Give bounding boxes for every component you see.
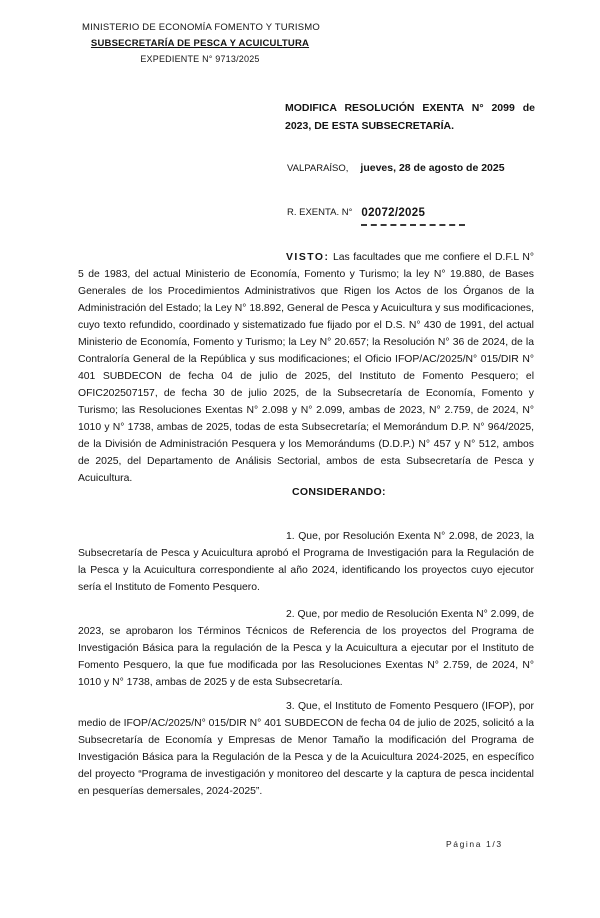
resolution-number: 02072/2025 [361,207,426,219]
resolution-number-block [361,203,465,226]
considerando-paragraph-1: 1. Que, por Resolución Exenta N° 2.098, de 2023, la Subsecretaría de Pesca y Acuicultura aprobó el Programa de Investigación para la Regulación de la Pesca y la Acuicultura correspondiente al año 2024, identificando los proyectos cuyo ejecutor sería el Instituto de Fomento Pesquero. [78,531,534,593]
visto-text: Las facultades que me confiere el D.F.L N° 5 de 1983, del actual Ministerio de Economía, Fomento y Turismo; la ley N° 19.880, de Bases Generales de los Procedimientos Administrativos que Rigen los Actos de los Órganos de la Administración del Estado; la Ley N° 18.892, General de Pesca y Acuicultura y sus modificaciones, cuyo texto refundido, coordinado y sistematizado fue fijado por el D.S. N° 430 de 1991, del actual Ministerio de Economía, Fomento y Turismo; la Ley N° 20.657; la Resolución N° 36 de 2024, de la Contraloría General de la República y sus modificaciones; el Oficio IFOP/AC/2025/N° 015/DIR N° 401 SUBDECON de fecha 04 de julio de 2025, del Instituto de Fomento Pesquero; el OFIC202507157, de fecha 30 de julio 2025, de la Subsecretaría de Economía, Fomento y Turismo; las Resoluciones Exentas N° 2.098 y N° 2.099, ambas de 2023, N° 2.759, de 2024, N° 1010 y N° 1738, ambas de 2025, todas de esta Subsecretaría; el Memorándum D.P. N° 964/2025, de la División de Administración Pesquera y los Memorándums (D.D.P.) N° 457 y N° 512, ambos de 2025, del Departamento de Análisis Sectorial, ambos de esta Subsecretaría de Pesca y Acuicultura. [78,252,534,484]
resolution-label: R. EXENTA. N° [287,207,353,218]
resolution-number-row [287,203,465,226]
place-date-row [287,162,505,174]
visto-paragraph [78,249,534,487]
date-value: jueves, 28 de agosto de 2025 [360,162,505,174]
subject-title: MODIFICA RESOLUCIÓN EXENTA N° 2099 de 2023, DE ESTA SUBSECRETARÍA. [285,102,535,132]
expediente-number: EXPEDIENTE N° 9713/2025 [140,54,260,64]
considerando-paragraph-3: 3. Que, el Instituto de Fomento Pesquero (IFOP), por medio de IFOP/AC/2025/N° 015/DIR N° 401 SUBDECON de fecha 04 de julio de 2025, solicitó a la Subsecretaría de Economía y Empresas de Menor Tamaño la modificación del Programa de Investigación Básica para la Regulación de la Pesca y de la Acuicultura 2024-2025, en específico del proyecto “Programa de investigación y monitoreo del descarte y la captura de pesca incidental en pesquerías demersales, 2024-2025”. [78,701,534,797]
subsecretaria-name: SUBSECRETARÍA DE PESCA Y ACUICULTURA [90,38,310,49]
ministry-name: MINISTERIO DE ECONOMÍA FOMENTO Y TURISMO [82,22,320,33]
page-number: Página 1/3 [446,839,503,849]
visto-label: VISTO: [286,252,330,263]
place-label: VALPARAÍSO, [287,163,349,174]
letterhead [82,22,318,64]
considerando-paragraph-2: 2. Que, por medio de Resolución Exenta N° 2.099, de 2023, se aprobaron los Términos Técnicos de Referencia de los proyectos del Programa de Investigación Básica para la regulación de la Pesca y la Acuicultura a ejecutar por el Instituto de Fomento Pesquero, la que fue modificada por las Resoluciones Exentas N° 2.759, de 2024, N° 1010 y N° 1738, ambas de 2025 y de esta Subsecretaría. [78,609,534,688]
considerando-heading: CONSIDERANDO: [292,486,386,498]
dashed-underline [361,224,465,226]
